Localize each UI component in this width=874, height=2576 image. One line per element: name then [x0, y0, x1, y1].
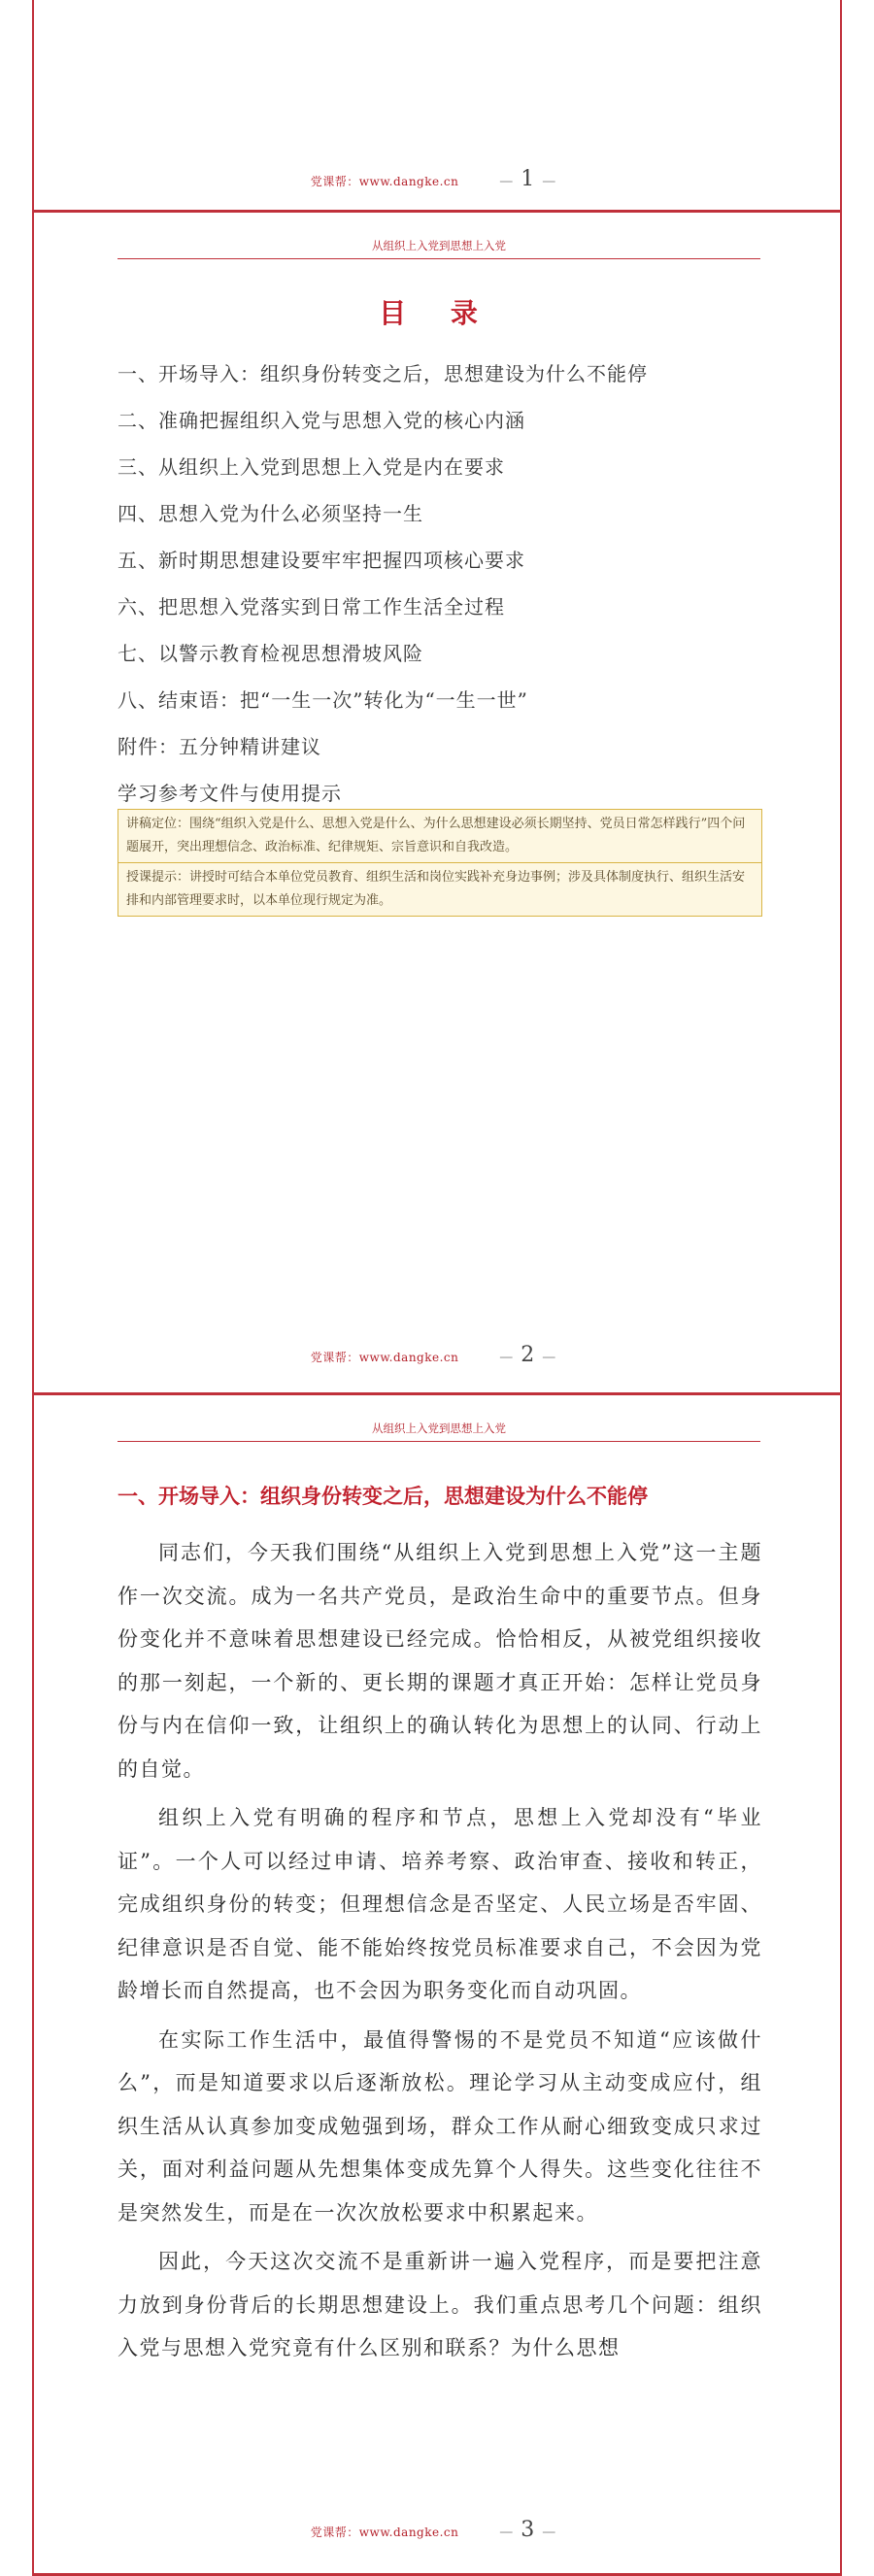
paragraph: 同志们，今天我们围绕“从组织上入党到思想上入党”这一主题作一次交流。成为一名共产党员，是政治生命中的重要节点。但身份变化并不意味着思想建设已经完成。恰恰相反，从被党组织接收的那一刻起，一个新的、更长期的课题才真正开始：怎样让党员身份与内在信仰一致，让组织上的确认转化为思想上的认同、行动上的自觉。: [118, 1541, 762, 1781]
footer-site: 党课帮：www.dangke.cn: [310, 1351, 459, 1364]
toc-item[interactable]: 学习参考文件与使用提示: [118, 782, 342, 805]
footer-site: 党课帮：www.dangke.cn: [310, 2526, 459, 2539]
toc-item[interactable]: 四、思想入党为什么必须坚持一生: [118, 502, 423, 525]
toc-item[interactable]: 五、新时期思想建设要牢牢把握四项核心要求: [118, 549, 525, 572]
page-3: [32, 1395, 842, 2576]
page-footer: [34, 2518, 840, 2542]
page-1: [32, 0, 842, 212]
toc-item[interactable]: 二、准确把握组织入党与思想入党的核心内涵: [118, 409, 525, 432]
section-body: [118, 1531, 762, 2376]
toc-item[interactable]: 六、把思想入党落实到日常工作生活全过程: [118, 595, 505, 619]
footer-site: 党课帮：www.dangke.cn: [310, 175, 459, 188]
toc-title: 目 录: [379, 297, 495, 329]
positioning-note: 讲稿定位：围绕“组织入党是什么、思想入党是什么、为什么思想建设必须长期坚持、党员日常怎样践行”四个问题展开，突出理想信念、政治标准、纪律规矩、宗旨意识和自我改造。: [126, 817, 746, 854]
lecture-note-box: [118, 809, 762, 917]
toc-item[interactable]: 附件：五分钟精讲建议: [118, 735, 321, 758]
section-title: 一、开场导入：组织身份转变之后，思想建设为什么不能停: [118, 1485, 648, 1508]
paragraph: 在实际工作生活中，最值得警惕的不是党员不知道“应该做什么”，而是知道要求以后逐渐放松。理论学习从主动变成应付，组织生活从认真参加变成勉强到场，群众工作从耐心细致变成只求过关，面对利益问题从先想集体变成先算个人得失。这些变化往往不是突然发生，而是在一次次放松要求中积累起来。: [118, 2027, 762, 2225]
running-head: 从组织上入党到思想上入党: [118, 1421, 760, 1442]
paragraph: 组织上入党有明确的程序和节点，思想上入党却没有“毕业证”。一个人可以经过申请、培养考察、政治审查、接收和转正，完成组织身份的转变；但理想信念是否坚定、人民立场是否牢固、纪律意识是否自觉、能不能始终按党员标准要求自己，不会因为党龄增长而自然提高，也不会因为职务变化而自动巩固。: [118, 1806, 762, 2002]
paragraph: 因此，今天这次交流不是重新讲一遍入党程序，而是要把注意力放到身份背后的长期思想建设上。我们重点思考几个问题：组织入党与思想入党究竟有什么区别和联系？为什么思想: [118, 2250, 762, 2359]
page-number: — 1 —: [499, 167, 556, 191]
toc-item[interactable]: 八、结束语：把“一生一次”转化为“一生一世”: [118, 688, 528, 712]
toc-item[interactable]: 一、开场导入：组织身份转变之后，思想建设为什么不能停: [118, 362, 648, 385]
teaching-tip-note: 授课提示：讲授时可结合本单位党员教育、组织生活和岗位实践补充身边事例；涉及具体制度执行、组织生活安排和内部管理要求时，以本单位现行规定为准。: [118, 862, 761, 916]
page-number: — 3 —: [499, 2518, 556, 2542]
page-footer: [34, 167, 840, 191]
toc-item[interactable]: 七、以警示教育检视思想滑坡风险: [118, 642, 423, 665]
page-footer: [34, 1343, 840, 1367]
running-head: 从组织上入党到思想上入党: [118, 238, 760, 259]
page-number: — 2 —: [499, 1343, 556, 1367]
toc-item[interactable]: 三、从组织上入党到思想上入党是内在要求: [118, 455, 505, 479]
page-2: [32, 213, 842, 1395]
